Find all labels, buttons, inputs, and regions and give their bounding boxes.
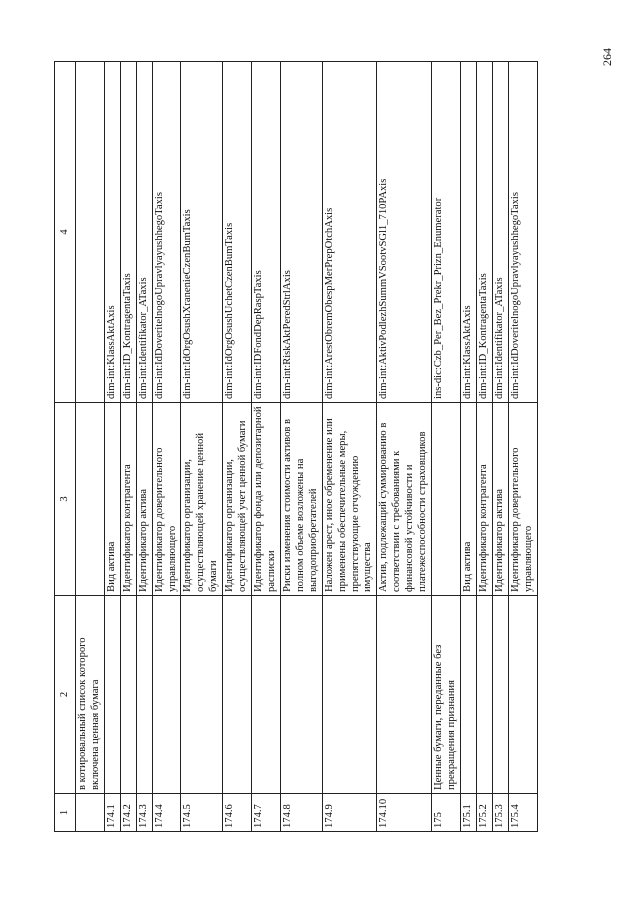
- table-cell: 174.5: [181, 794, 223, 832]
- table-cell: dim-int:ID_KontragentaTaxis: [120, 62, 136, 403]
- table-cell: [76, 62, 105, 403]
- table-cell: [223, 596, 252, 794]
- table-cell: 174.8: [280, 794, 322, 832]
- table-cell: 175.2: [476, 794, 492, 832]
- table-cell: [460, 596, 476, 794]
- table-cell: 174.10: [377, 794, 432, 832]
- table-row: [492, 62, 508, 832]
- table-row: [223, 62, 252, 832]
- table-cell: Идентификатор контрагента: [120, 403, 136, 596]
- table-cell: 174.7: [252, 794, 281, 832]
- header-cell: 3: [55, 403, 76, 596]
- table-cell: Вид актива: [104, 403, 120, 596]
- table-cell: [280, 596, 322, 794]
- table-cell: Идентификатор доверительного управляющего: [152, 403, 181, 596]
- table-cell: [476, 596, 492, 794]
- header-row: [55, 62, 76, 832]
- table-cell: [104, 596, 120, 794]
- table-row: [181, 62, 223, 832]
- table-cell: [136, 596, 152, 794]
- table-cell: Идентификатор актива: [136, 403, 152, 596]
- table-cell: dim-int:IdOrgOsushXranenieCzenBumTaxis: [181, 62, 223, 403]
- table-cell: 175.4: [508, 794, 537, 832]
- table-cell: [322, 596, 377, 794]
- table-row: [152, 62, 181, 832]
- table-cell: dim-int:ID_KontragentaTaxis: [476, 62, 492, 403]
- table-row: [280, 62, 322, 832]
- table-row: [377, 62, 432, 832]
- table-cell: [492, 596, 508, 794]
- table-cell: [120, 596, 136, 794]
- table-row: [322, 62, 377, 832]
- table-cell: dim-int:Identifikator_ATaxis: [136, 62, 152, 403]
- table-cell: dim-int:IdDoveritelnogoUpravlyayushhegoTaxis: [152, 62, 181, 403]
- table-row: [120, 62, 136, 832]
- table-cell: 174.9: [322, 794, 377, 832]
- table-cell: 174.6: [223, 794, 252, 832]
- table-cell: 174.2: [120, 794, 136, 832]
- table-cell: dim-int:IdOrgOsushUchetCzenBumTaxis: [223, 62, 252, 403]
- table-cell: [152, 596, 181, 794]
- table-row: [76, 62, 105, 832]
- table-cell: [76, 403, 105, 596]
- table-cell: Актив, подлежащий суммированию в соответствии с требованиями к финансовой устойчивости и платежеспособности страховщиков: [377, 403, 432, 596]
- table-cell: [377, 596, 432, 794]
- table-cell: ins-dic:Czb_Per_Bez_Prekr_Prizn_Enumerator: [432, 62, 461, 403]
- table-cell: [432, 403, 461, 596]
- table-cell: dim-int:IdDoveritelnogoUpravlyayushhegoTaxis: [508, 62, 537, 403]
- table-cell: в котировальный список которого включена ценная бумага: [76, 596, 105, 794]
- header-cell: 2: [55, 596, 76, 794]
- table-cell: [252, 596, 281, 794]
- table-cell: [508, 596, 537, 794]
- table-cell: Идентификатор организации, осуществляющей учет ценной бумаги: [223, 403, 252, 596]
- table-row: [252, 62, 281, 832]
- table-cell: Наложен арест, иное обременение или применены обеспечительные меры, препятствующие отчуждению имущества: [322, 403, 377, 596]
- table-cell: dim-int:ArestObremObespMerPrepOtchAxis: [322, 62, 377, 403]
- table-cell: dim-int:RiskAktPeredStrlAxis: [280, 62, 322, 403]
- data-table: [54, 61, 538, 832]
- table-row: [508, 62, 537, 832]
- header-cell: 1: [55, 794, 76, 832]
- table-cell: Идентификатор организации, осуществляющей хранение ценной бумаги: [181, 403, 223, 596]
- table-row: [104, 62, 120, 832]
- table-cell: dim-int:KlassAktAxis: [460, 62, 476, 403]
- header-cell: 4: [55, 62, 76, 403]
- page-number: 264: [600, 48, 614, 66]
- rotated-table-wrapper: [54, 62, 592, 832]
- table-cell: dim-int:IDFondDepRaspTaxis: [252, 62, 281, 403]
- table-cell: 174.3: [136, 794, 152, 832]
- table-cell: 175: [432, 794, 461, 832]
- table-cell: [76, 794, 105, 832]
- table-cell: 175.3: [492, 794, 508, 832]
- table-cell: Идентификатор фонда или депозитарной расписки: [252, 403, 281, 596]
- table-cell: [181, 596, 223, 794]
- table-cell: Идентификатор контрагента: [476, 403, 492, 596]
- table-cell: 175.1: [460, 794, 476, 832]
- table-cell: Ценные бумаги, переданные без прекращения признания: [432, 596, 461, 794]
- table-cell: 174.4: [152, 794, 181, 832]
- table-cell: Идентификатор доверительного управляющего: [508, 403, 537, 596]
- table-cell: Риски изменения стоимости активов в полном объеме возложены на выгодоприобретателей: [280, 403, 322, 596]
- table-cell: Вид актива: [460, 403, 476, 596]
- table-cell: dim-int:Identifikator_ATaxis: [492, 62, 508, 403]
- table-cell: 174.1: [104, 794, 120, 832]
- table-row: [432, 62, 461, 832]
- table-row: [460, 62, 476, 832]
- table-cell: Идентификатор актива: [492, 403, 508, 596]
- table-row: [136, 62, 152, 832]
- table-row: [476, 62, 492, 832]
- table-cell: dim-int:KlassAktAxis: [104, 62, 120, 403]
- table-cell: dim-int:AktivPodlezhSummVSootvSGl1_710PAxis: [377, 62, 432, 403]
